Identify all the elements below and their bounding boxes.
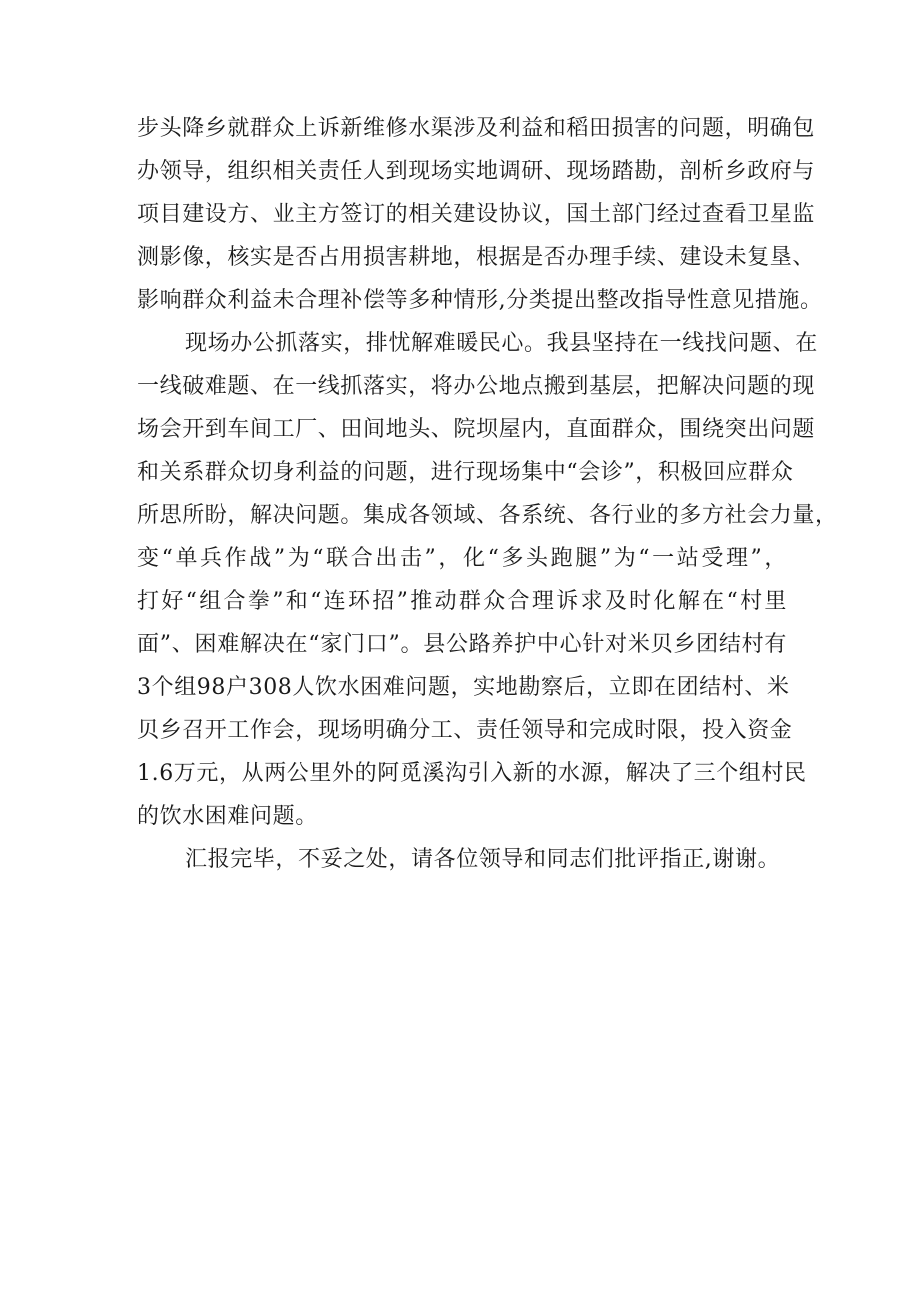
paragraph-line: 的饮水困难问题。: [137, 804, 318, 829]
paragraph-line: 打好“组合拳”和“连环招”推动群众合理诉求及时化解在“村里: [137, 589, 787, 614]
paragraph-line: 现场办公抓落实，排忧解难暖民心。我县坚持在一线找问题、在: [185, 331, 818, 356]
paragraph-1: [137, 107, 823, 322]
paragraph-line: 所思所盼，解决问题。集成各领域、各系统、各行业的多方社会力量，: [137, 503, 838, 528]
paragraph-line: 场会开到车间工厂、田间地头、院坝屋内，直面群众，围绕突出问题: [137, 417, 816, 442]
paragraph-line: 项目建设方、业主方签订的相关建设协议，国土部门经过查看卫星监: [137, 202, 816, 227]
paragraph-line: 3个组98户308人饮水困难问题，实地勘察后，立即在团结村、米: [137, 675, 790, 700]
paragraph-line: 影响群众利益未合理补偿等多种情形,分类提出整改指导性意见措施。: [137, 288, 823, 313]
paragraph-2: [137, 322, 838, 838]
paragraph-line: 面”、困难解决在“家门口”。县公路养护中心针对米贝乡团结村有: [137, 632, 787, 657]
paragraph-line: 一线破难题、在一线抓落实，将办公地点搬到基层，把解决问题的现: [137, 374, 816, 399]
paragraph-line: 变“单兵作战”为“联合出击”，化“多头跑腿”为“一站受理”，: [137, 546, 787, 571]
paragraph-line: 步头降乡就群众上诉新维修水渠涉及利益和稻田损害的问题，明确包: [137, 116, 816, 141]
paragraph-line: 1.6万元，从两公里外的阿觅溪沟引入新的水源，解决了三个组村民: [137, 761, 807, 786]
paragraph-3: [137, 838, 787, 881]
document-body: [137, 107, 838, 881]
paragraph-line: 和关系群众切身利益的问题，进行现场集中“会诊”，积极回应群众: [137, 460, 794, 485]
paragraph-line: 汇报完毕，不妥之处，请各位领导和同志们批评指正,谢谢。: [185, 847, 781, 872]
paragraph-line: 办领导，组织相关责任人到现场实地调研、现场踏勘，剖析乡政府与: [137, 159, 816, 184]
paragraph-line: 测影像，核实是否占用损害耕地，根据是否办理手续、建设未复垦、: [137, 245, 816, 270]
paragraph-line: 贝乡召开工作会，现场明确分工、责任领导和完成时限，投入资金: [137, 718, 793, 743]
